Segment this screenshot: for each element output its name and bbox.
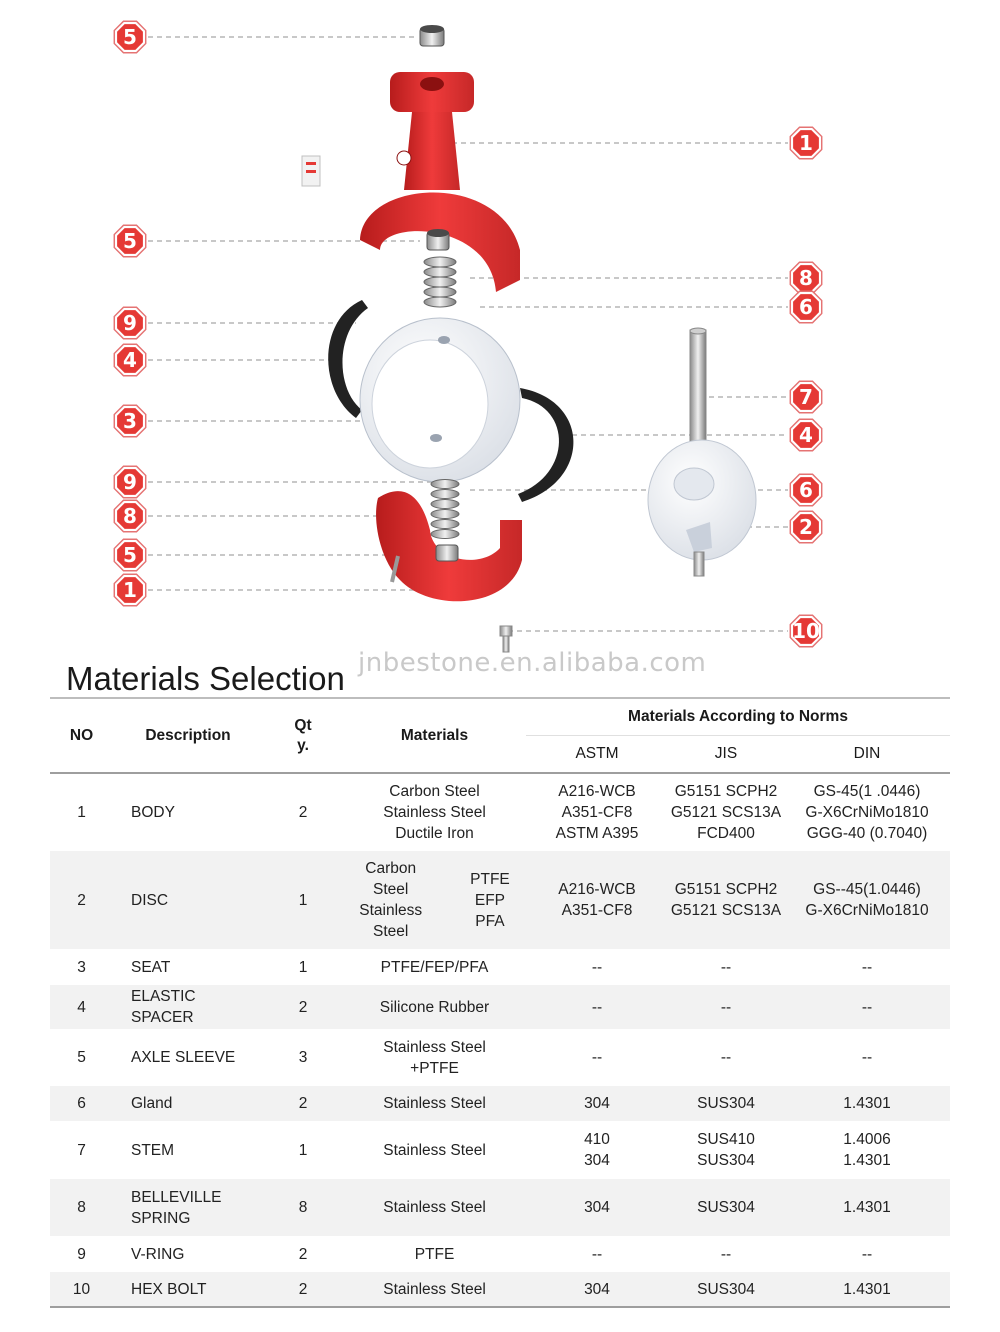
right-callout-1 [790,127,821,158]
cell-qty: 1 [298,1141,308,1159]
cell-no: 9 [77,1245,86,1263]
cell-no: 5 [77,1049,86,1066]
cell-description: HEX BOLT [131,1280,207,1298]
right-callout-label: 2 [799,515,813,539]
header-no: NO [69,726,94,744]
left-callout-7 [114,500,145,531]
left-callout-1 [114,21,145,52]
axle-sleeve-middle [427,229,449,250]
cell-qty: 3 [298,1049,308,1066]
table-row [50,1236,950,1272]
cell-din: 1.4301 [843,1095,891,1112]
table-row [50,1179,950,1236]
callouts-right [790,127,821,646]
cell-qty: 8 [298,1199,308,1216]
table-row [50,1121,950,1179]
cell-materials: Stainless Steel [383,1141,486,1159]
exploded-valve-diagram [0,0,1000,660]
stem-and-disc [648,328,756,576]
left-callout-label: 9 [123,470,137,494]
cell-jis: -- [720,1245,732,1263]
cell-qty: 2 [298,1280,308,1298]
cell-no: 4 [77,998,86,1016]
cell-description: ELASTIC SPACER [131,988,196,1026]
cell-astm: -- [591,998,603,1016]
callouts-left [114,21,145,605]
cell-materials: Stainless Steel [383,1095,486,1112]
left-callout-label: 5 [123,229,137,253]
cell-no: 6 [77,1095,86,1112]
left-callout-label: 4 [123,348,137,372]
cell-description: V-RING [131,1245,185,1263]
belleville-spring-lower [431,480,459,539]
cell-din: -- [861,998,873,1016]
left-callout-9 [114,574,145,605]
cell-materials: Carbon Steel Stainless Steel Ductile Iron [383,783,486,842]
cell-jis: -- [720,958,732,976]
right-callout-2 [790,262,821,293]
right-callout-label: 1 [799,131,813,155]
right-callout-label: 4 [799,423,813,447]
left-callout-8 [114,539,145,570]
left-callout-4 [114,344,145,375]
table-row [50,1086,950,1121]
table-row [50,1272,950,1307]
belleville-spring-upper [424,257,456,307]
left-callout-label: 9 [123,311,137,335]
seat-ring [360,318,520,482]
cell-jis: -- [720,998,732,1016]
header-norms: Materials According to Norms [526,699,950,736]
cell-astm: 304 [584,1199,610,1216]
cell-jis: G5151 SCPH2 G5121 SCS13A [670,881,782,919]
axle-sleeve-top [420,25,444,46]
cell-description: SEAT [131,958,171,976]
cell-materials: Stainless Steel [383,1280,486,1298]
table-row [50,773,950,851]
cell-no: 7 [77,1141,86,1159]
cell-din: -- [861,1245,873,1263]
cell-din: 1.4301 [843,1199,891,1216]
cell-materials: Stainless Steel +PTFE [383,1038,486,1077]
left-callout-2 [114,225,145,256]
table-row [50,1029,950,1086]
cell-materials: Silicone Rubber [379,998,490,1016]
right-callout-label: 7 [799,385,813,409]
cell-no: 10 [72,1280,91,1298]
cell-materials: PTFE [414,1245,455,1263]
cell-jis: SUS410 SUS304 [697,1131,755,1169]
header-astm: ASTM [575,745,619,762]
elastic-spacer-right [518,388,574,502]
cell-astm: A216-WCB A351-CF8 ASTM A395 [555,783,639,842]
cell-description: STEM [131,1141,175,1159]
cell-din: 1.4301 [843,1280,891,1298]
cell-qty: 1 [298,958,308,976]
cell-jis: SUS304 [697,1280,755,1298]
table-row [50,985,950,1029]
right-callout-4 [790,381,821,412]
cell-jis: -- [720,1049,732,1066]
watermark: jnbestone.en.alibaba.com [358,648,707,678]
cell-din: GS--45(1.0446) G-X6CrNiMo1810 [805,881,929,919]
cell-materials: PTFE/FEP/PFA [380,958,489,976]
section-title: Materials Selection [66,660,345,697]
header-qty: Qt y. [294,716,312,754]
cell-jis: SUS304 [697,1199,755,1216]
cell-astm: 304 [584,1095,610,1112]
cell-qty: 1 [298,891,308,909]
cell-astm: -- [591,958,603,976]
right-callout-6 [790,474,821,505]
left-callout-label: 3 [123,409,137,433]
left-callout-label: 8 [123,504,137,528]
cell-description: AXLE SLEEVE [131,1049,236,1066]
cell-no: 8 [77,1199,86,1216]
cell-materials: Stainless Steel [383,1199,486,1216]
cell-qty: 2 [298,1245,308,1263]
left-callout-6 [114,466,145,497]
cell-astm: -- [591,1049,603,1066]
cell-din: 1.4006 1.4301 [843,1131,891,1169]
cell-description: BODY [131,804,175,821]
header-materials: Materials [400,726,469,744]
right-callout-5 [790,419,821,450]
cell-description: DISC [131,891,169,909]
table-body [50,773,950,1307]
cell-qty: 2 [298,1095,308,1112]
header-jis: JIS [714,745,738,762]
right-callout-label: 6 [799,478,813,502]
left-callout-label: 5 [123,543,137,567]
right-callout-label: 8 [799,266,813,290]
cell-jis: G5151 SCPH2 G5121 SCS13A FCD400 [670,783,782,842]
cell-astm: A216-WCB A351-CF8 [558,881,636,919]
cell-materials: Carbon Steel Stainless Steel PTFE EFP PFA [359,860,510,940]
left-callout-label: 1 [123,578,137,602]
cell-description: BELLEVILLE SPRING [131,1188,222,1227]
left-callout-3 [114,307,145,338]
right-callout-3 [790,291,821,322]
cell-qty: 2 [298,998,308,1016]
right-callout-label: 10 [792,619,820,643]
cell-jis: SUS304 [697,1095,755,1112]
cell-astm: 304 [584,1280,610,1298]
cell-description: Gland [131,1095,173,1112]
cell-qty: 2 [298,804,308,821]
nameplate-tag [302,156,320,186]
cell-astm: 410 304 [584,1131,610,1169]
left-callout-label: 5 [123,25,137,49]
materials-table [50,699,950,1308]
table-row [50,851,950,949]
cell-astm: -- [591,1245,603,1263]
header-description: Description [145,726,231,744]
cell-din: -- [861,958,873,976]
right-callout-label: 6 [799,295,813,319]
cell-din: -- [861,1049,873,1066]
right-callout-8 [790,615,821,646]
header-din: DIN [853,745,881,762]
left-callout-5 [114,405,145,436]
cell-din: GS-45(1 .0446) G-X6CrNiMo1810 GGG-40 (0.7040) [805,783,929,842]
right-callout-7 [790,511,821,542]
cell-no: 2 [77,891,86,909]
table-row [50,949,950,985]
cell-no: 1 [77,804,86,821]
cell-no: 3 [77,958,86,976]
